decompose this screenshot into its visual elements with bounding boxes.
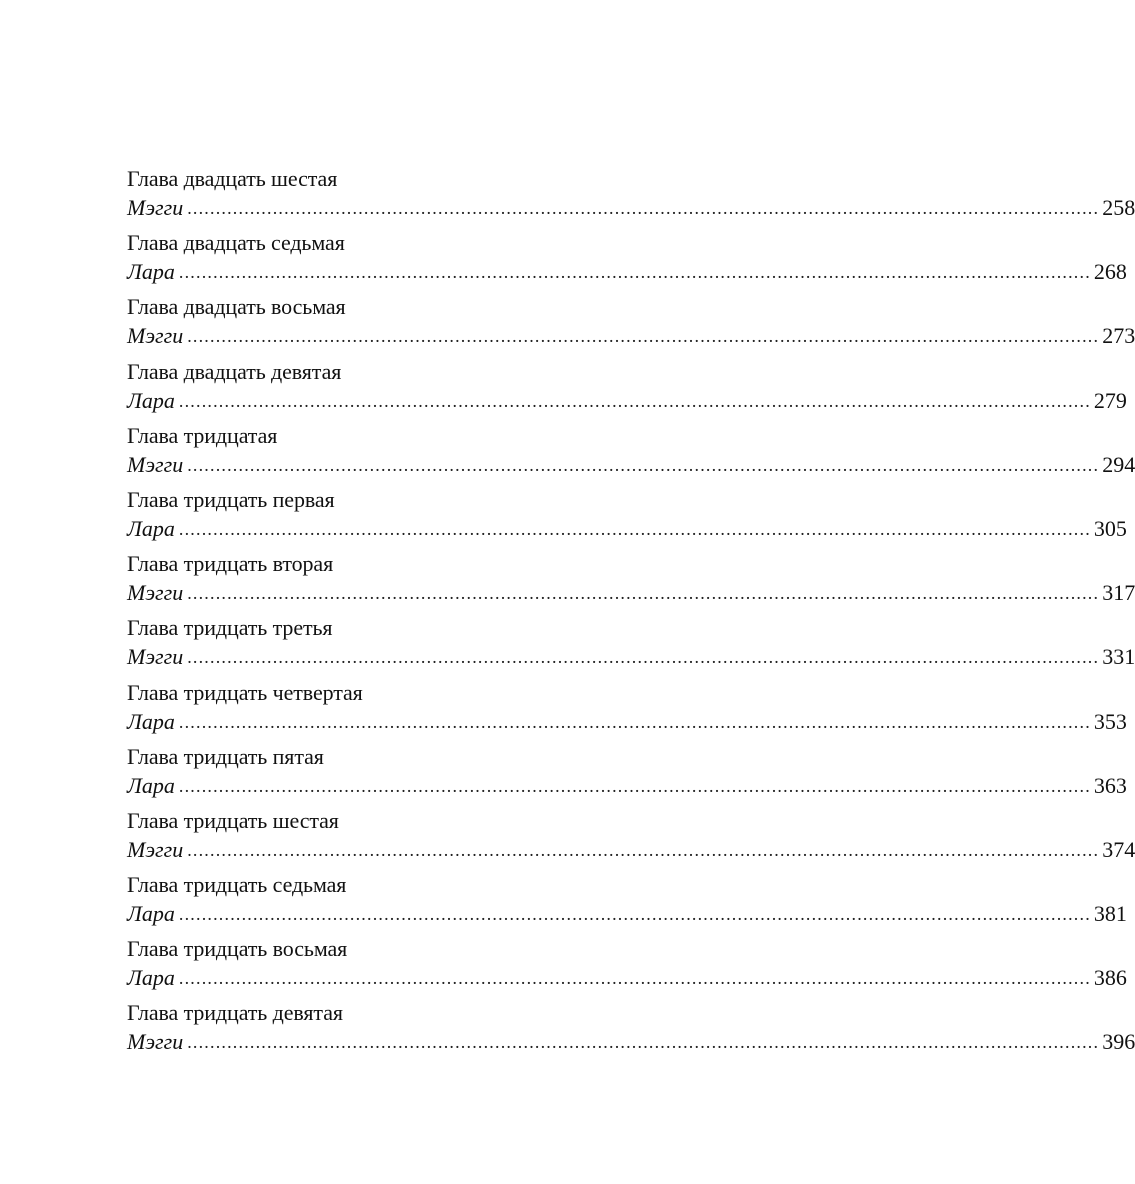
- chapter-title: Глава тридцатая: [127, 422, 278, 448]
- narrator-name: Мэгги: [127, 836, 184, 862]
- chapter-title: Глава тридцать седьмая: [127, 872, 347, 898]
- toc-entry: [127, 358, 1127, 425]
- dot-leader: ................................................................................................................................................................: [187, 647, 1100, 668]
- narrator-name: Лара: [127, 515, 175, 541]
- chapter-title: Глава тридцать девятая: [127, 1000, 343, 1026]
- dot-leader: ................................................................................................................................................................: [178, 390, 1091, 411]
- dot-leader: ................................................................................................................................................................: [187, 198, 1100, 218]
- chapter-title: Глава тридцать первая: [127, 486, 335, 512]
- chapter-title: Глава двадцать девятая: [127, 358, 342, 384]
- toc-line: [127, 1029, 1135, 1055]
- toc-line: [127, 580, 1135, 606]
- narrator-name: Лара: [127, 965, 175, 991]
- dot-leader: ................................................................................................................................................................: [187, 583, 1100, 604]
- toc-line: [127, 644, 1135, 670]
- dot-leader: ................................................................................................................................................................: [178, 775, 1091, 796]
- toc-line: [127, 195, 1135, 220]
- toc-line: [127, 708, 1127, 734]
- narrator-name: Лара: [127, 708, 175, 734]
- narrator-name: Мэгги: [127, 323, 184, 349]
- toc-line: [127, 772, 1127, 798]
- page-number: 396: [1102, 1029, 1135, 1055]
- narrator-name: Мэгги: [127, 451, 184, 477]
- narrator-name: Мэгги: [127, 644, 184, 670]
- chapter-title: Глава тридцать пятая: [127, 743, 324, 769]
- dot-leader: ................................................................................................................................................................: [178, 518, 1091, 539]
- chapter-title: Глава тридцать восьмая: [127, 936, 348, 962]
- chapter-title: Глава тридцать третья: [127, 615, 333, 641]
- toc-entry: [127, 872, 1127, 938]
- narrator-name: Лара: [127, 772, 175, 798]
- toc-entry: [127, 1000, 1135, 1066]
- dot-leader: ................................................................................................................................................................: [178, 262, 1091, 283]
- toc-entry: [127, 166, 1135, 232]
- toc-entry: [127, 294, 1135, 360]
- page-number: 258: [1102, 195, 1135, 220]
- toc-entry: [127, 743, 1127, 810]
- toc-entry: [127, 486, 1127, 553]
- page-number: 363: [1093, 772, 1127, 798]
- chapter-title: Глава двадцать шестая: [127, 166, 338, 191]
- page-number: 374: [1102, 836, 1135, 862]
- chapter-title: Глава тридцать четвертая: [127, 679, 363, 705]
- toc-entry: [127, 551, 1135, 617]
- chapter-title: Глава двадцать восьмая: [127, 294, 346, 320]
- toc-line: [127, 387, 1127, 413]
- toc-entry: [127, 936, 1127, 1002]
- toc-line: [127, 451, 1135, 477]
- chapter-title: Глава тридцать шестая: [127, 807, 339, 833]
- toc-line: [127, 259, 1127, 285]
- toc-line: [127, 515, 1127, 541]
- narrator-name: Лара: [127, 259, 175, 285]
- dot-leader: ................................................................................................................................................................: [178, 711, 1091, 732]
- page-number: 268: [1093, 259, 1127, 285]
- toc-line: [127, 323, 1135, 349]
- page-number: 294: [1102, 451, 1135, 477]
- toc-entry: [127, 807, 1135, 874]
- page-number: 331: [1102, 644, 1135, 670]
- table-of-contents: [127, 166, 1135, 1067]
- toc-line: [127, 901, 1127, 927]
- narrator-name: Лара: [127, 901, 175, 927]
- page-number: 353: [1093, 708, 1127, 734]
- toc-entry: [127, 615, 1135, 681]
- page-number: 273: [1102, 323, 1135, 349]
- narrator-name: Мэгги: [127, 580, 184, 606]
- dot-leader: ................................................................................................................................................................: [187, 454, 1100, 475]
- chapter-title: Глава двадцать седьмая: [127, 230, 345, 256]
- narrator-name: Лара: [127, 387, 175, 413]
- toc-entry: [127, 230, 1127, 296]
- page-number: 317: [1102, 580, 1135, 606]
- dot-leader: ................................................................................................................................................................: [178, 904, 1091, 925]
- toc-entry: [127, 679, 1127, 746]
- page-number: 279: [1093, 387, 1127, 413]
- toc-line: [127, 965, 1127, 991]
- chapter-title: Глава тридцать вторая: [127, 551, 334, 577]
- toc-line: [127, 836, 1135, 862]
- dot-leader: ................................................................................................................................................................: [187, 1032, 1100, 1053]
- narrator-name: Мэгги: [127, 195, 184, 220]
- page-number: 305: [1093, 515, 1127, 541]
- toc-entry: [127, 422, 1135, 489]
- page-number: 386: [1093, 965, 1127, 991]
- narrator-name: Мэгги: [127, 1029, 184, 1055]
- dot-leader: ................................................................................................................................................................: [178, 968, 1091, 989]
- page-number: 381: [1093, 901, 1127, 927]
- dot-leader: ................................................................................................................................................................: [187, 839, 1100, 860]
- dot-leader: ................................................................................................................................................................: [187, 326, 1100, 347]
